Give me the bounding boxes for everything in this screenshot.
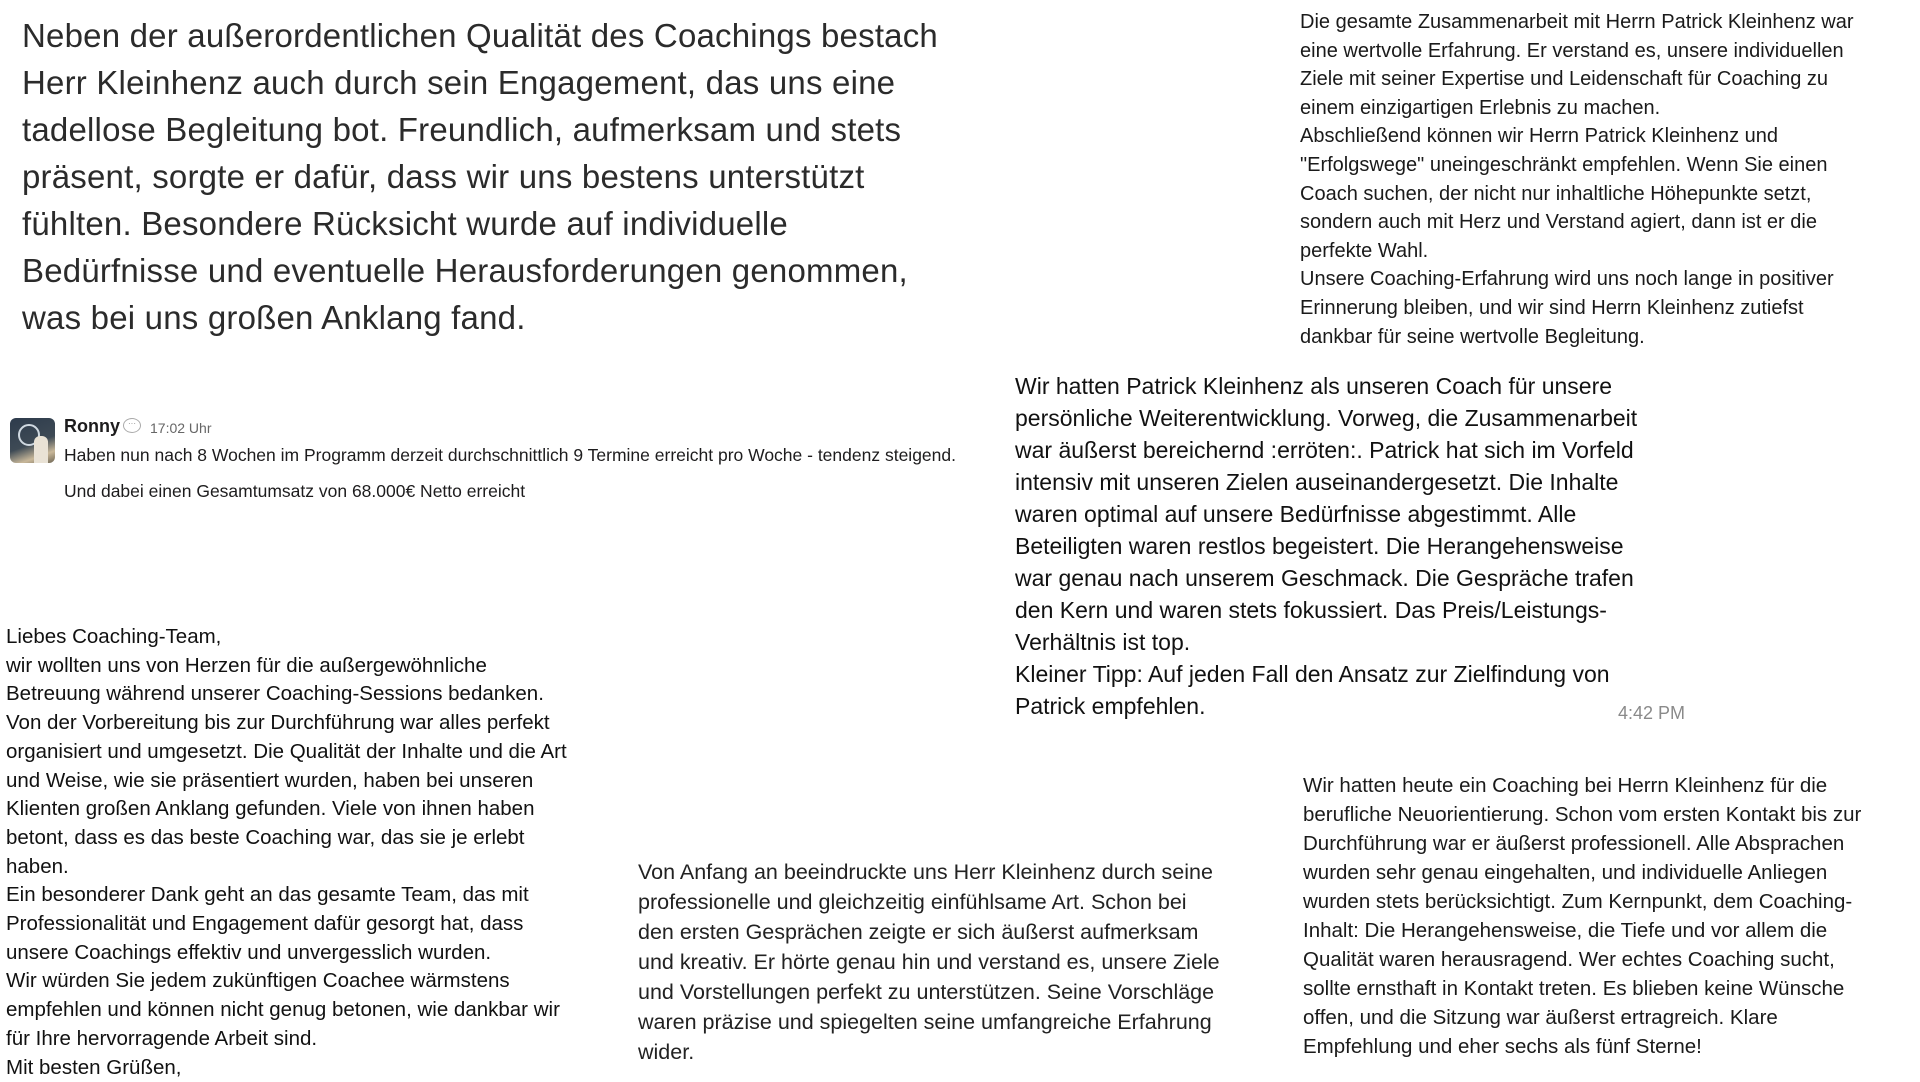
text-line: Qualität waren herausragend. Wer echtes Coaching sucht, [1303,948,1835,971]
testimonial-personal-development [1015,370,1637,722]
text-line: für Ihre hervorragende Arbeit sind. [6,1026,318,1050]
message-timestamp: 4:42 PM [1618,703,1686,723]
avatar [10,418,55,463]
text-line: Durchführung war er äußerst professionell. Alle Absprachen [1303,832,1845,855]
text-line: tadellose Begleitung bot. Freundlich, aufmerksam und stets [22,111,902,148]
text-line: sondern auch mit Herz und Verstand agiert, dann ist er die [1300,211,1817,234]
text-line: professionelle und gleichzeitig einfühlsame Art. Schon bei [638,890,1187,914]
text-line: den Kern und waren stets fokussiert. Das Preis/Leistungs- [1015,597,1607,623]
text-line: Liebes Coaching-Team, [6,625,222,648]
text-line: waren optimal auf unsere Bedürfnisse abgestimmt. Alle [1015,501,1577,527]
text-line: Neben der außerordentlichen Qualität des Coachings bestach [22,17,938,54]
text-line: Unsere Coaching-Erfahrung wird uns noch lange in positiver [1300,268,1834,291]
text-line: unsere Coachings effektiv und unvergesslich wurden. [6,940,492,964]
text-line: Klienten großen Anklang gefunden. Viele von ihnen haben [6,797,535,821]
text-line: war genau nach unserem Geschmack. Die Gespräche trafen [1015,565,1634,591]
text-line: Coach suchen, der nicht nur inhaltliche Höhepunkte setzt, [1300,182,1812,205]
text-line: Verhältnis ist top. [1015,629,1191,655]
text-line: präsent, sorgte er dafür, dass wir uns bestens unterstützt [22,158,865,195]
text-line: Erinnerung bleiben, und wir sind Herrn Kleinhenz zutiefst [1300,296,1804,319]
message-text: Haben nun nach 8 Wochen im Programm derzeit durchschnittlich 9 Termine erreicht pro Woche - tendenz steigend. [64,445,956,465]
text-line: intensiv mit unseren Zielen auseinandergesetzt. Die Inhalte [1015,469,1619,495]
text-line: wir wollten uns von Herzen für die außergewöhnliche [6,653,487,677]
text-line: wider. [638,1040,695,1064]
text-line: wurden stets berücksichtigt. Zum Kernpunkt, dem Coaching- [1303,890,1853,913]
text-line: Inhalt: Die Herangehensweise, die Tiefe und vor allem die [1303,919,1828,942]
text-line: Professionalität und Engagement dafür gesorgt hat, dass [6,912,524,936]
text-line: Von der Vorbereitung bis zur Durchführung war alles perfekt [6,711,550,735]
text-line: empfehlen und können nicht genug betonen, wie dankbar wir [6,998,560,1022]
text-line: und Weise, wie sie präsentiert wurden, haben bei unseren [6,768,534,792]
text-line: den ersten Gesprächen zeigte er sich äußerst aufmerksam [638,920,1199,944]
text-line: sollte ernsthaft in Kontakt treten. Es blieben keine Wünsche [1303,977,1845,1000]
text-line: Die gesamte Zusammenarbeit mit Herrn Patrick Kleinhenz war [1300,11,1854,33]
testimonial-quality-engagement [22,12,938,341]
text-line: Wir hatten Patrick Kleinhenz als unseren Coach für unsere [1015,373,1613,399]
text-line: eine wertvolle Erfahrung. Er verstand es, unsere individuellen [1300,39,1844,62]
text-line: einem einzigartigen Erlebnis zu machen. [1300,96,1661,119]
text-line: Kleiner Tipp: Auf jeden Fall den Ansatz zur Zielfindung von [1015,661,1610,687]
text-line: dankbar für seine wertvolle Begleitung. [1300,325,1645,348]
text-line: Wir würden Sie jedem zukünftigen Coachee wärmstens [6,969,510,993]
text-line: Mit besten Grüßen, [6,1055,182,1079]
text-line: berufliche Neuorientierung. Schon vom ersten Kontakt bis zur [1303,803,1862,826]
text-line: wurden sehr genau eingehalten, und individuelle Anliegen [1303,861,1828,884]
text-line: und Vorstellungen perfekt zu unterstützen. Seine Vorschläge [638,980,1215,1004]
text-line: Bedürfnisse und eventuelle Herausforderungen genommen, [22,252,908,289]
text-line: perfekte Wahl. [1300,239,1429,262]
text-line: waren präzise und spiegelten seine umfangreiche Erfahrung [638,1010,1212,1034]
text-line: offen, und die Sitzung war äußerst ertragreich. Klare [1303,1006,1778,1029]
testimonial-empathetic [638,857,1220,1067]
text-line: war äußerst bereichernd :erröten:. Patrick hat sich im Vorfeld [1015,437,1634,463]
text-line: organisiert und umgesetzt. Die Qualität der Inhalte und die Art [6,739,567,763]
speech-bubble-icon: ··· [123,418,141,433]
testimonial-letter-coaching-team [6,623,567,1082]
text-line: Von Anfang an beeindruckte uns Herr Kleinhenz durch seine [638,860,1213,884]
testimonial-career-reorientation [1303,771,1861,1061]
text-line: betont, dass es das beste Coaching war, das sie je erlebt [6,825,525,849]
text-line: fühlten. Besondere Rücksicht wurde auf individuelle [22,205,788,242]
text-line: haben. [6,854,69,878]
text-line: Beteiligten waren restlos begeistert. Die Herangehensweise [1015,533,1624,559]
message-timestamp: 17:02 Uhr [150,420,212,436]
chat-message [10,412,1010,512]
text-line: Wir hatten heute ein Coaching bei Herrn Kleinhenz für die [1303,774,1828,797]
text-line: Abschließend können wir Herrn Patrick Kleinhenz und [1300,125,1779,148]
text-line: Betreuung während unserer Coaching-Sessions bedanken. [6,682,544,706]
text-line: Ein besonderer Dank geht an das gesamte Team, das mit [6,883,529,907]
testimonial-valuable-experience [1300,8,1854,351]
text-line: Patrick empfehlen. [1015,693,1206,719]
text-line: Ziele mit seiner Expertise und Leidenschaft für Coaching zu [1300,68,1829,91]
text-line: Herr Kleinhenz auch durch sein Engagement, das uns eine [22,64,896,101]
text-line: "Erfolgswege" uneingeschränkt empfehlen. Wenn Sie einen [1300,153,1828,176]
text-line: Empfehlung und eher sechs als fünf Sterne! [1303,1035,1702,1058]
text-line: und kreativ. Er hörte genau hin und verstand es, unsere Ziele [638,950,1220,974]
text-line: was bei uns großen Anklang fand. [22,299,526,336]
message-text: Und dabei einen Gesamtumsatz von 68.000€ Netto erreicht [64,481,526,501]
sender-name: Ronny [64,416,120,436]
text-line: persönliche Weiterentwicklung. Vorweg, die Zusammenarbeit [1015,405,1638,431]
